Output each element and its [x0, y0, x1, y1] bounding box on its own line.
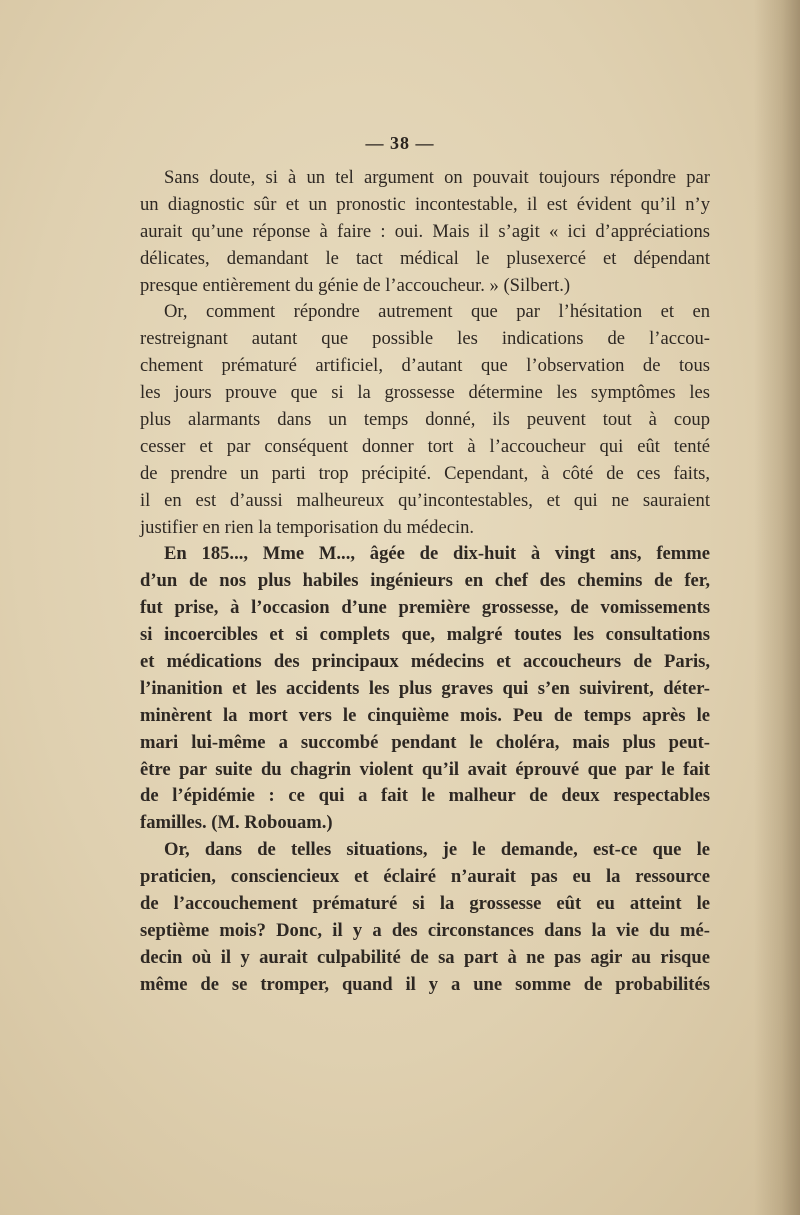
text-line: cesser et par conséquent donner tort à l’accoucheur qui eût tenté — [140, 435, 710, 457]
text-line: presque entièrement du génie de l’accoucheur. » (Silbert.) — [140, 274, 571, 296]
text-line: et médications des principaux médecins et accoucheurs de Paris, — [140, 651, 710, 673]
text-line: de prendre un parti trop précipité. Cependant, à côté de ces faits, — [140, 462, 710, 484]
text-line: Or, comment répondre autrement que par l’hésitation et en — [164, 301, 710, 323]
text-line: il en est d’aussi malheureux qu’incontestables, et qui ne sauraient — [140, 489, 710, 511]
text-line: fut prise, à l’occasion d’une première grossesse, de vomissements — [140, 597, 710, 619]
text-line: si incoercibles et si complets que, malgré toutes les consultations — [140, 624, 710, 646]
text-line: plus alarmants dans un temps donné, ils peuvent tout à coup — [140, 409, 710, 431]
text-line: aurait qu’une réponse à faire : oui. Mais il s’agit « ici d’appréciations — [140, 220, 710, 242]
page-edge-shadow — [754, 0, 800, 1215]
text-line: praticien, consciencieux et éclairé n’aurait pas eu la ressource — [140, 866, 710, 888]
text-line: délicates, demandant le tact médical le plusexercé et dépendant — [140, 247, 710, 269]
text-line: un diagnostic sûr et un pronostic incontestable, il est évident qu’il n’y — [140, 193, 710, 215]
text-line: minèrent la mort vers le cinquième mois. Peu de temps après le — [140, 704, 710, 726]
text-line: être par suite du chagrin violent qu’il avait éprouvé que par le fait — [140, 758, 710, 780]
text-line: decin où il y aurait culpabilité de sa part à ne pas agir au risque — [140, 946, 710, 968]
text-line: justifier en rien la temporisation du médecin. — [140, 516, 475, 538]
text-line: de l’épidémie : ce qui a fait le malheur de deux respectables — [140, 785, 710, 807]
text-line: d’un de nos plus habiles ingénieurs en chef des chemins de fer, — [140, 570, 710, 592]
text-line: En 185..., Mme M..., âgée de dix-huit à vingt ans, femme — [164, 543, 710, 565]
text-line: Or, dans de telles situations, je le demande, est-ce que le — [164, 839, 710, 861]
text-line: Sans doute, si à un tel argument on pouvait toujours répondre par — [164, 167, 710, 188]
text-line: septième mois? Donc, il y a des circonstances dans la vie du mé- — [140, 919, 710, 941]
text-line: l’inanition et les accidents les plus graves qui s’en suivirent, déter- — [140, 677, 710, 699]
text-line: les jours prouve que si la grossesse détermine les symptômes les — [140, 382, 710, 404]
text-line: même de se tromper, quand il y a une somme de probabilités — [140, 973, 710, 995]
body-text — [140, 165, 710, 999]
text-line: restreignant autant que possible les indications de l’accou- — [140, 328, 710, 350]
page-number: — 38 — — [365, 133, 435, 153]
text-line: mari lui-même a succombé pendant le choléra, mais plus peut- — [140, 731, 710, 753]
text-line: de l’accouchement prématuré si la grossesse eût eu atteint le — [140, 893, 710, 915]
text-line: chement prématuré artificiel, d’autant que l’observation de tous — [140, 355, 710, 377]
text-line: familles. (M. Robouam.) — [140, 812, 333, 834]
